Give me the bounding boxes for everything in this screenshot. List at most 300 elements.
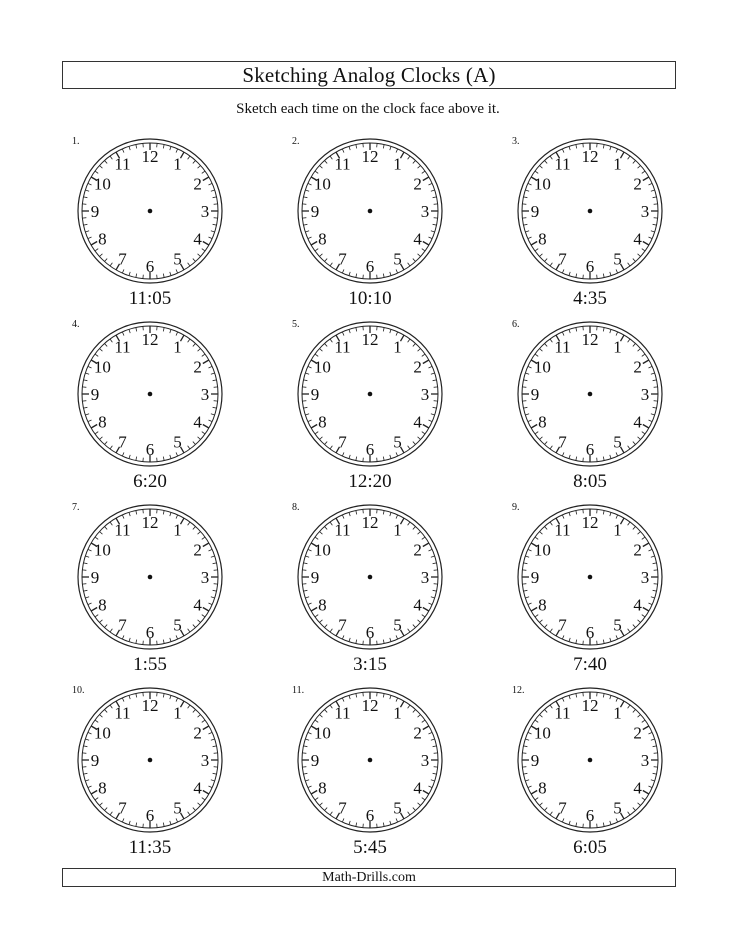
clock-tick: [539, 349, 542, 352]
clock-face[interactable]: [292, 685, 452, 837]
clock-tick: [203, 543, 209, 547]
clock-tick: [202, 249, 205, 251]
clock-tick: [423, 242, 429, 246]
clock-tick: [176, 698, 178, 702]
clock-tick: [413, 808, 416, 811]
clock-tick: [562, 149, 564, 153]
problem-number: 7.: [72, 502, 80, 513]
clock-tick: [110, 705, 112, 708]
clock-tick: [569, 821, 570, 825]
clock-tick: [176, 332, 178, 336]
clock-tick: [383, 327, 384, 331]
clock-tick: [651, 597, 655, 598]
clock-tick: [105, 442, 108, 445]
clock-numeral: 12: [581, 330, 599, 349]
clock-tick: [390, 695, 391, 699]
clock-tick: [550, 522, 552, 525]
clock-numeral: 10: [313, 174, 331, 194]
clock-tick: [423, 791, 429, 795]
clock-problem: [512, 319, 692, 501]
clock-numeral: 2: [193, 174, 202, 194]
clock-numeral: 9: [310, 385, 320, 404]
clock-numeral: 10: [533, 174, 551, 194]
clock-tick: [525, 780, 529, 781]
clock-tick: [356, 274, 357, 278]
clock-tick: [408, 705, 410, 708]
clock-tick: [562, 515, 564, 519]
clock-numeral: 2: [633, 357, 642, 377]
clock-tick: [433, 563, 437, 564]
clock-tick: [550, 812, 552, 815]
clock-tick: [390, 146, 391, 150]
clock-tick: [203, 608, 209, 612]
clock-tick: [129, 272, 130, 276]
clock-tick: [535, 615, 538, 617]
clock-numeral: 1: [173, 154, 182, 174]
clock-tick: [325, 343, 328, 346]
clock-tick: [308, 786, 312, 788]
clock-tick: [418, 620, 421, 623]
clock-tick: [349, 638, 350, 642]
clock-tick: [88, 420, 92, 422]
clock-numeral: 3: [200, 568, 210, 587]
clock-tick: [88, 183, 92, 185]
clock-tick: [651, 190, 655, 191]
clock-numeral: 1: [173, 703, 182, 723]
clock-tick: [188, 522, 190, 525]
clock-tick: [129, 695, 130, 699]
clock-tick: [550, 263, 552, 266]
clock-face[interactable]: [512, 685, 672, 837]
clock-tick: [576, 327, 577, 331]
clock-tick: [193, 808, 196, 811]
clock-tick: [628, 629, 630, 632]
clock-tick: [642, 615, 645, 617]
clock-tick: [311, 242, 317, 246]
clock-tick: [136, 327, 137, 331]
clock-numeral: 12: [361, 513, 379, 532]
clock-tick: [305, 739, 309, 740]
clock-tick: [105, 526, 108, 529]
clock-numeral: 5: [393, 432, 402, 452]
clock-tick: [85, 597, 89, 598]
clock-tick: [638, 437, 641, 440]
clock-numeral: 7: [118, 615, 127, 635]
clock-numeral: 1: [393, 520, 402, 540]
clock-tick: [525, 739, 529, 740]
clock-tick: [648, 786, 652, 788]
clock-tick: [356, 144, 357, 148]
clock-tick: [85, 739, 89, 740]
clock-tick: [213, 407, 217, 408]
clock-numeral: 11: [114, 703, 131, 723]
clock-tick: [308, 366, 312, 368]
clock-numeral: 6: [145, 806, 155, 825]
clock-center-dot: [588, 575, 593, 580]
clock-numeral: 7: [338, 249, 347, 269]
clock-tick: [525, 373, 529, 374]
clock-center-dot: [368, 209, 373, 214]
clock-tick: [523, 746, 527, 747]
clock-tick: [170, 329, 171, 333]
clock-tick: [653, 773, 657, 774]
clock-tick: [576, 274, 577, 278]
clock-tick: [305, 190, 309, 191]
clock-numeral: 8: [318, 778, 327, 798]
clock-face[interactable]: [512, 502, 672, 654]
clock-tick: [396, 332, 398, 336]
clock-tick: [213, 746, 217, 747]
clock-tick: [122, 269, 124, 273]
clock-tick: [433, 407, 437, 408]
clock-tick: [303, 746, 307, 747]
clock-numeral: 5: [173, 798, 182, 818]
clock-tick: [213, 224, 217, 225]
clock-tick: [163, 823, 164, 827]
clock-tick: [383, 693, 384, 697]
clock-numeral: 11: [554, 154, 571, 174]
clock-tick: [110, 156, 112, 159]
clock-tick: [648, 603, 652, 605]
clock-tick: [105, 160, 108, 163]
clock-numeral: 4: [413, 229, 422, 249]
clock-tick: [136, 693, 137, 697]
problem-number: 9.: [512, 502, 520, 513]
clock-tick: [163, 144, 164, 148]
clock-tick: [325, 259, 328, 262]
clock-tick: [110, 522, 112, 525]
clock-numeral: 2: [413, 174, 422, 194]
clock-tick: [576, 144, 577, 148]
clock-tick: [535, 432, 538, 434]
clock-numeral: 2: [413, 357, 422, 377]
clock-problem: [292, 685, 472, 867]
clock-numeral: 9: [310, 202, 320, 221]
clock-tick: [413, 259, 416, 262]
clock-tick: [349, 329, 350, 333]
clock-tick: [198, 254, 201, 257]
clock-tick: [642, 249, 645, 251]
clock-tick: [91, 791, 97, 795]
clock-numeral: 9: [530, 751, 540, 770]
clock-tick: [208, 786, 212, 788]
clock-tick: [176, 149, 178, 153]
clock-tick: [311, 425, 317, 429]
clock-tick: [603, 640, 604, 644]
clock-tick: [610, 512, 611, 516]
clock-tick: [545, 160, 548, 163]
clock-tick: [342, 149, 344, 153]
clock-problem: [72, 685, 252, 867]
clock-tick: [308, 237, 312, 239]
clock-numeral: 4: [413, 778, 422, 798]
clock-tick: [188, 705, 190, 708]
clock-numeral: 9: [530, 568, 540, 587]
clock-tick: [523, 590, 527, 591]
clock-tick: [642, 354, 645, 356]
problem-time: 12:20: [348, 471, 392, 492]
clock-problem: [292, 319, 472, 501]
clock-tick: [303, 590, 307, 591]
clock-tick: [651, 739, 655, 740]
clock-tick: [193, 343, 196, 346]
clock-tick: [122, 149, 124, 153]
clock-tick: [202, 720, 205, 722]
clock-tick: [330, 629, 332, 632]
clock-tick: [528, 732, 532, 734]
problem-number: 2.: [292, 136, 300, 147]
clock-tick: [643, 608, 649, 612]
clock-center-dot: [148, 392, 153, 397]
clock-tick: [88, 732, 92, 734]
clock-tick: [528, 603, 532, 605]
clock-tick: [531, 791, 537, 795]
clock-numeral: 7: [338, 798, 347, 818]
clock-numeral: 6: [145, 440, 155, 459]
clock-problem: [292, 502, 472, 684]
clock-tick: [651, 780, 655, 781]
clock-tick: [311, 791, 317, 795]
clock-tick: [576, 457, 577, 461]
worksheet-instructions: Sketch each time on the clock face above it.: [236, 101, 500, 117]
clock-tick: [638, 715, 641, 718]
clock-numeral: 7: [118, 798, 127, 818]
clock-tick: [330, 522, 332, 525]
clock-numeral: 2: [633, 723, 642, 743]
clock-tick: [193, 259, 196, 262]
clock-tick: [122, 635, 124, 639]
clock-tick: [208, 237, 212, 239]
clock-tick: [202, 432, 205, 434]
clock-tick: [422, 249, 425, 251]
clock-tick: [413, 625, 416, 628]
clock-numeral: 4: [193, 778, 202, 798]
clock-center-dot: [368, 575, 373, 580]
clock-tick: [315, 432, 318, 434]
clock-tick: [308, 549, 312, 551]
clock-tick: [616, 515, 618, 519]
clock-numeral: 1: [393, 337, 402, 357]
clock-tick: [653, 563, 657, 564]
clock-numeral: 5: [613, 249, 622, 269]
clock-tick: [610, 638, 611, 642]
clock-tick: [616, 332, 618, 336]
clock-tick: [428, 732, 432, 734]
clock-tick: [569, 512, 570, 516]
clock-tick: [88, 603, 92, 605]
clock-face[interactable]: [512, 136, 672, 288]
clock-tick: [105, 343, 108, 346]
clock-numeral: 9: [530, 202, 540, 221]
clock-tick: [535, 798, 538, 800]
clock-tick: [653, 407, 657, 408]
clock-tick: [330, 156, 332, 159]
clock-tick: [653, 380, 657, 381]
clock-tick: [428, 183, 432, 185]
clock-tick: [211, 597, 215, 598]
clock-tick: [203, 242, 209, 246]
clock-numeral: 5: [393, 249, 402, 269]
problem-time: 8:05: [573, 471, 607, 492]
clock-tick: [628, 812, 630, 815]
clock-tick: [603, 693, 604, 697]
clock-tick: [433, 590, 437, 591]
clock-tick: [188, 263, 190, 266]
clock-tick: [523, 407, 527, 408]
clock-tick: [562, 698, 564, 702]
clock-tick: [433, 773, 437, 774]
clock-tick: [648, 366, 652, 368]
clock-tick: [653, 197, 657, 198]
clock-tick: [638, 532, 641, 535]
clock-numeral: 8: [538, 412, 547, 432]
clock-tick: [208, 549, 212, 551]
clock-tick: [603, 274, 604, 278]
clock-tick: [170, 821, 171, 825]
clock-numeral: 12: [141, 147, 159, 166]
clock-problem: [72, 319, 252, 501]
clock-tick: [136, 457, 137, 461]
clock-tick: [198, 532, 201, 535]
clock-numeral: 10: [533, 723, 551, 743]
clock-face[interactable]: [292, 319, 452, 471]
clock-tick: [390, 455, 391, 459]
clock-tick: [396, 515, 398, 519]
clock-numeral: 2: [193, 357, 202, 377]
clock-face[interactable]: [292, 502, 452, 654]
clock-tick: [176, 269, 178, 273]
clock-tick: [95, 720, 98, 722]
clock-tick: [628, 705, 630, 708]
clock-tick: [423, 425, 429, 429]
clock-numeral: 4: [633, 595, 642, 615]
clock-tick: [99, 715, 102, 718]
clock-tick: [396, 452, 398, 456]
clock-tick: [396, 149, 398, 153]
clock-tick: [633, 442, 636, 445]
clock-numeral: 7: [118, 249, 127, 269]
clock-tick: [105, 625, 108, 628]
clock-numeral: 10: [533, 540, 551, 560]
clock-tick: [129, 821, 130, 825]
clock-tick: [616, 452, 618, 456]
problem-time: 11:05: [128, 288, 172, 309]
clock-tick: [525, 231, 529, 232]
clock-tick: [531, 608, 537, 612]
clock-numeral: 8: [538, 778, 547, 798]
clock-numeral: 7: [558, 615, 567, 635]
clock-tick: [198, 166, 201, 169]
clock-face[interactable]: [512, 319, 672, 471]
clock-tick: [628, 522, 630, 525]
clock-tick: [431, 414, 435, 415]
clock-tick: [325, 160, 328, 163]
clock-tick: [431, 556, 435, 557]
clock-face[interactable]: [72, 502, 232, 654]
clock-numeral: 5: [613, 432, 622, 452]
clock-numeral: 3: [640, 568, 650, 587]
clock-numeral: 6: [585, 806, 595, 825]
clock-numeral: 9: [90, 202, 100, 221]
clock-tick: [531, 242, 537, 246]
clock-tick: [413, 442, 416, 445]
clock-tick: [383, 510, 384, 514]
clock-tick: [433, 746, 437, 747]
clock-tick: [213, 380, 217, 381]
clock-center-dot: [148, 575, 153, 580]
clock-numeral: 5: [393, 615, 402, 635]
clock-tick: [319, 620, 322, 623]
clock-tick: [91, 242, 97, 246]
clock-tick: [188, 446, 190, 449]
clock-tick: [648, 420, 652, 422]
clock-tick: [99, 254, 102, 257]
clock-numeral: 12: [141, 513, 159, 532]
clock-tick: [418, 715, 421, 718]
clock-face[interactable]: [72, 136, 232, 288]
clock-face[interactable]: [72, 685, 232, 837]
clock-numeral: 8: [98, 595, 107, 615]
clock-tick: [213, 590, 217, 591]
clock-tick: [550, 156, 552, 159]
clock-tick: [305, 231, 309, 232]
clock-tick: [129, 512, 130, 516]
clock-tick: [203, 791, 209, 795]
clock-tick: [408, 629, 410, 632]
clock-tick: [433, 197, 437, 198]
clock-numeral: 3: [420, 202, 430, 221]
clock-tick: [539, 254, 542, 257]
clock-tick: [653, 590, 657, 591]
clock-tick: [383, 640, 384, 644]
clock-tick: [550, 629, 552, 632]
clock-numeral: 10: [533, 357, 551, 377]
clock-numeral: 6: [585, 623, 595, 642]
clock-tick: [83, 590, 87, 591]
clock-tick: [303, 380, 307, 381]
clock-tick: [545, 343, 548, 346]
clock-tick: [422, 432, 425, 434]
clock-face[interactable]: [72, 319, 232, 471]
clock-tick: [383, 457, 384, 461]
clock-tick: [170, 146, 171, 150]
clock-tick: [211, 373, 215, 374]
clock-tick: [315, 537, 318, 539]
worksheet-title: Sketching Analog Clocks (A): [242, 62, 496, 87]
clock-tick: [643, 425, 649, 429]
clock-tick: [305, 373, 309, 374]
clock-tick: [202, 537, 205, 539]
clock-tick: [576, 823, 577, 827]
clock-tick: [163, 327, 164, 331]
problem-number: 10.: [72, 685, 85, 696]
clock-face[interactable]: [292, 136, 452, 288]
clock-tick: [535, 249, 538, 251]
clock-tick: [633, 343, 636, 346]
clock-tick: [95, 537, 98, 539]
clock-center-dot: [368, 758, 373, 763]
clock-problem: [72, 136, 252, 318]
problem-time: 3:15: [353, 654, 387, 675]
clock-tick: [308, 420, 312, 422]
clock-tick: [356, 457, 357, 461]
clock-tick: [303, 773, 307, 774]
clock-tick: [163, 457, 164, 461]
clock-tick: [638, 349, 641, 352]
clock-numeral: 6: [585, 440, 595, 459]
clock-numeral: 9: [90, 751, 100, 770]
clock-tick: [163, 274, 164, 278]
